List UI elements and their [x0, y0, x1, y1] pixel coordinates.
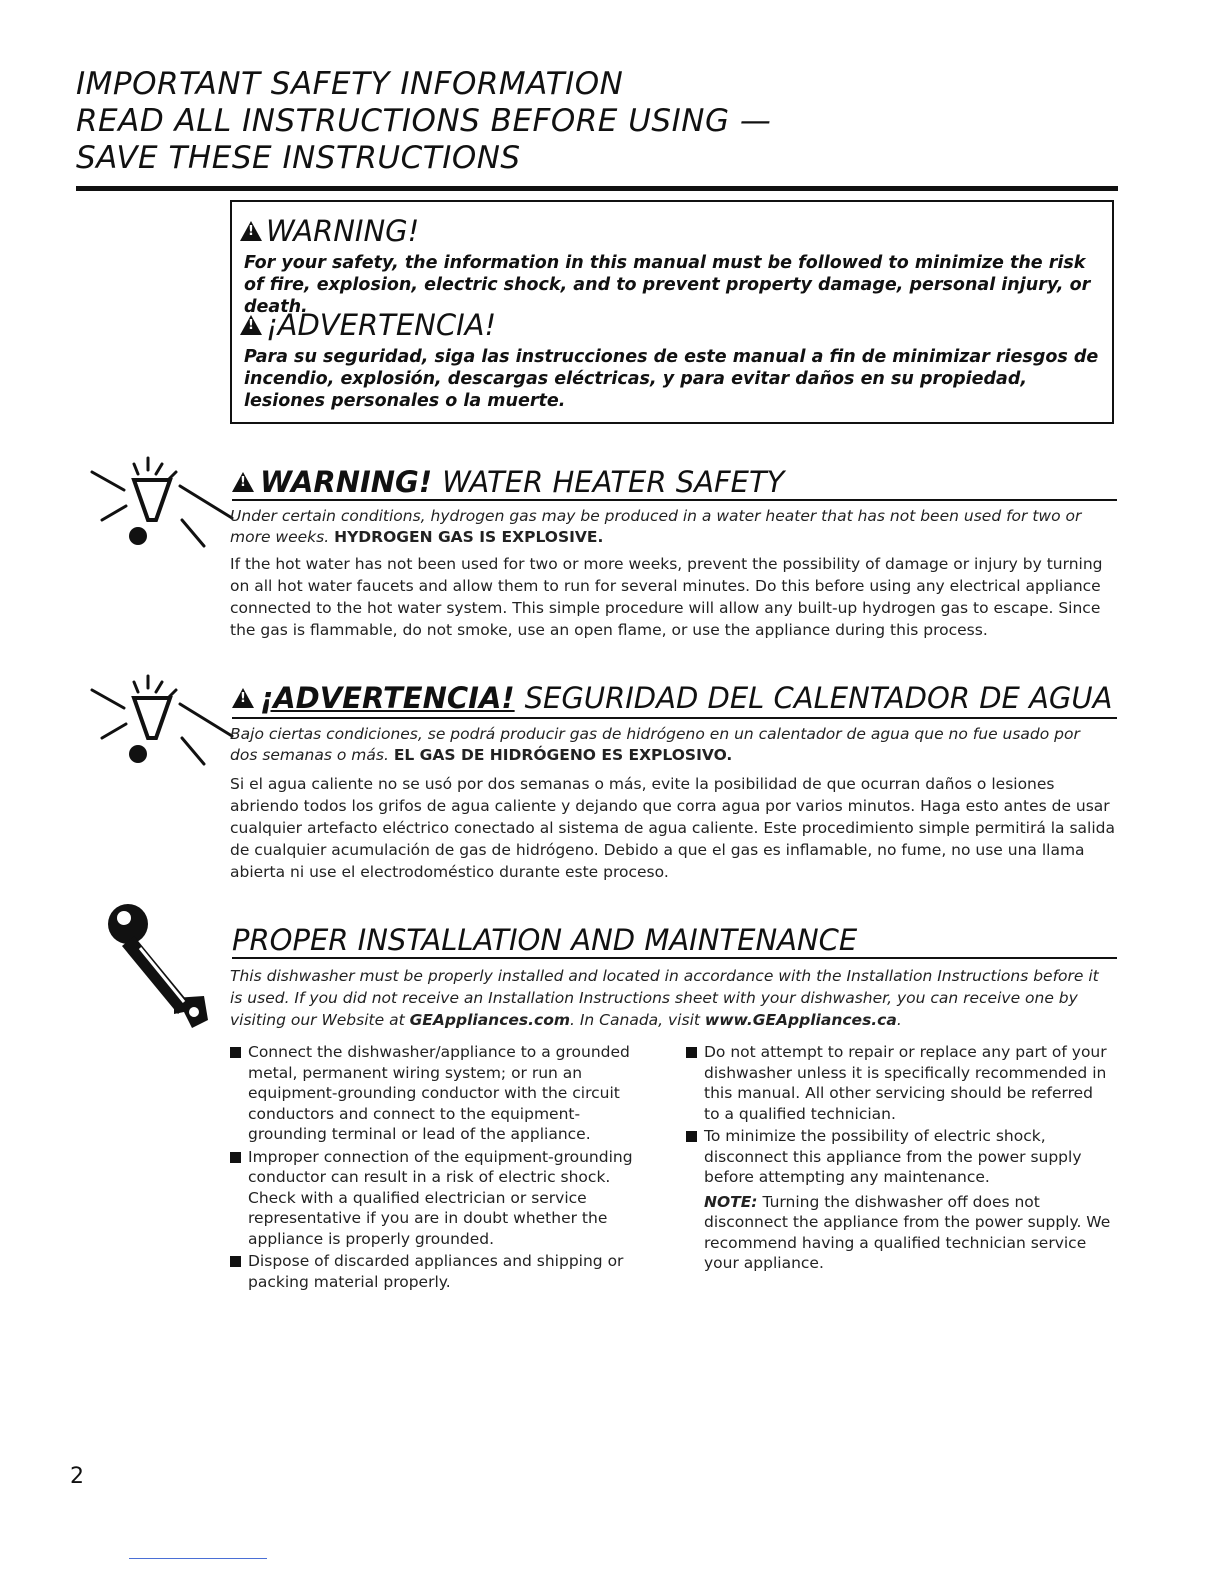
- title-line-1: IMPORTANT SAFETY INFORMATION: [76, 66, 624, 102]
- warning-box-text-en: For your safety, the information in this manual must be followed to minimize the risk of fire, explosion, electric shock, and to prevent property damage, personal injury, or death.: [244, 253, 1091, 317]
- section-divider: [232, 957, 1117, 959]
- water-heater-heading-es: ! ¡ADVERTENCIA! SEGURIDAD DEL CALENTADOR DE AGUA: [232, 680, 1122, 716]
- page-number: 2: [70, 1464, 84, 1489]
- installation-note: NOTE: Turning the dishwasher off does not disconnect the appliance from the power supply. We recommend having a qualified technician service your appliance.: [704, 1192, 1111, 1272]
- faucet-drip-icon: [90, 450, 240, 560]
- title-line-3: SAVE THESE INSTRUCTIONS: [76, 140, 521, 176]
- list-item: Do not attempt to repair or replace any part of your dishwasher unless it is specifically recommended in this manual. All other servicing should be referred to a qualified technician.: [686, 1042, 1111, 1124]
- water-heater-lead-es: Bajo ciertas condiciones, se podrá producir gas de hidrógeno en un calentador de agua que no fue usado por dos semanas o más. EL GAS DE HIDRÓGENO ES EXPLOSIVO.: [230, 725, 1080, 764]
- wrench-icon: [104, 900, 214, 1030]
- list-item: To minimize the possibility of electric shock, disconnect this appliance from the power supply before attempting any maintenance.: [686, 1126, 1111, 1188]
- footer-divider: [129, 1558, 267, 1559]
- section-divider: [232, 717, 1117, 719]
- water-heater-body-es: Si el agua caliente no se usó por dos semanas o más, evite la posibilidad de que ocurran daños o lesiones abriendo todos los grifos de agua caliente y dejando que corra agua por varios minutos. Haga esto antes de usar cualquier artefacto eléctrico conectado al sistema de agua caliente. Este procedimiento simple permitirá la salida de cualquier acumulación de gas de hidrógeno. Debido a que el gas es inflamable, no fume, no use una llama abierta ni use el electrodoméstico durante este proceso.: [230, 775, 1116, 881]
- installation-left-column: [230, 1042, 650, 1294]
- list-item: Improper connection of the equipment-grounding conductor can result in a risk of electric shock. Check with a qualified electrician or service representative if you are in doubt whether the appliance is properly grounded.: [230, 1147, 650, 1250]
- warning-box-heading-es: ! ¡ADVERTENCIA!: [240, 308, 496, 342]
- title-line-2: READ ALL INSTRUCTIONS BEFORE USING —: [76, 103, 772, 139]
- list-item: Connect the dishwasher/appliance to a grounded metal, permanent wiring system; or run an equipment-grounding conductor with the circuit conductors and connect to the equipment-grounding terminal or lead of the appliance.: [230, 1042, 650, 1145]
- water-heater-body-en: If the hot water has not been used for two or more weeks, prevent the possibility of damage or injury by turning on all hot water faucets and allow them to run for several minutes. Do this before using any electrical appliance connected to the hot water system. This simple procedure will allow any built-up hydrogen gas to escape. Since the gas is flammable, do not smoke, use an open flame, or use the appliance during this process.: [230, 555, 1103, 639]
- water-heater-lead-en: Under certain conditions, hydrogen gas may be produced in a water heater that has not been used for two or more weeks. HYDROGEN GAS IS EXPLOSIVE.: [230, 507, 1082, 546]
- warning-box-heading-en: ! WARNING!: [240, 214, 419, 248]
- website-link-us[interactable]: GEAppliances.com: [409, 1011, 570, 1029]
- water-heater-heading-en: ! WARNING! WATER HEATER SAFETY: [232, 464, 1122, 500]
- warning-triangle-icon: [240, 221, 262, 241]
- warning-triangle-icon: [232, 688, 254, 708]
- faucet-drip-icon: [90, 668, 240, 778]
- website-link-ca[interactable]: www.GEAppliances.ca: [704, 1011, 897, 1029]
- page-title: [76, 66, 1156, 177]
- list-item: Dispose of discarded appliances and shipping or packing material properly.: [230, 1251, 650, 1292]
- title-divider: [76, 186, 1118, 191]
- installation-lead: This dishwasher must be properly installed and located in accordance with the Installation Instructions before it is used. If you did not receive an Installation Instructions sheet with your dishwasher, you can receive one by visiting our Website at GEAppliances.com. In Canada, visit www.GEAppliances.ca.: [230, 967, 1099, 1029]
- section-divider: [232, 499, 1117, 501]
- warning-box-text-es: Para su seguridad, siga las instrucciones de este manual a fin de minimizar riesgos de incendio, explosión, descargas eléctricas, y para evitar daños en su propiedad, lesiones personales o la muerte.: [244, 347, 1099, 411]
- warning-triangle-icon: [240, 315, 262, 335]
- warning-triangle-icon: [232, 472, 254, 492]
- installation-right-column: [686, 1042, 1111, 1274]
- installation-heading: PROPER INSTALLATION AND MAINTENANCE: [232, 923, 858, 957]
